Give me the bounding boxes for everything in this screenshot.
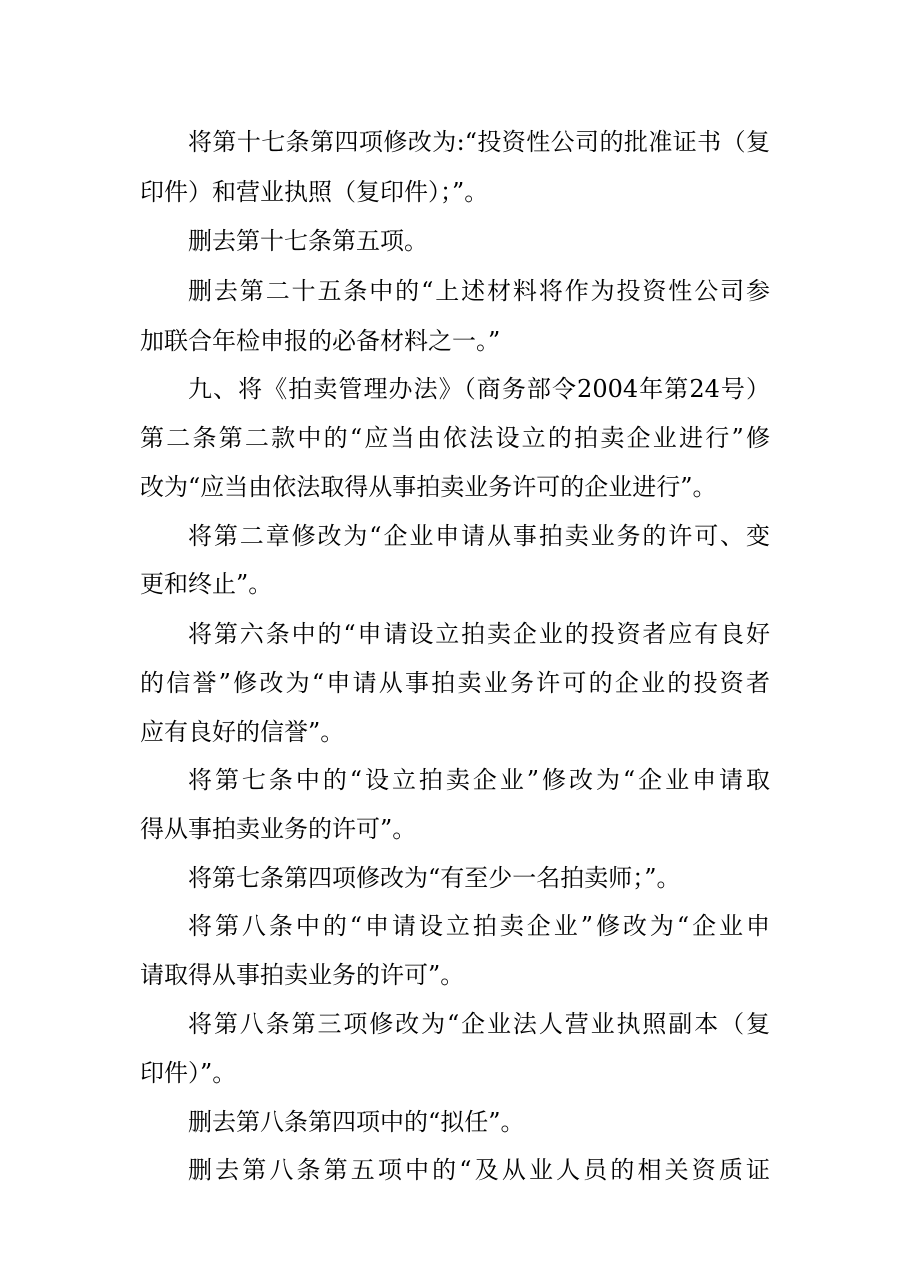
text-line: 将第十七条第四项修改为:“投资性公司的批准证书（复 xyxy=(188,128,770,156)
text-line: 删去第十七条第五项。 xyxy=(188,227,428,255)
text-line: 将第八条中的“申请设立拍卖企业”修改为“企业申 xyxy=(188,912,770,940)
text-line: 得从事拍卖业务的许可”。 xyxy=(140,815,417,843)
text-line: 印件）和营业执照（复印件）；”。 xyxy=(140,178,489,206)
text-line: 更和终止”。 xyxy=(140,570,273,598)
text-line: 的信誉”修改为“申请从事拍卖业务许可的企业的投资者 xyxy=(140,669,770,697)
text-line: 将第七条第四项修改为“有至少一名拍卖师；”。 xyxy=(188,864,681,892)
text-line: 九、将《拍卖管理办法》（商务部令2004年第24号） xyxy=(188,375,770,403)
text-line: 印件）”。 xyxy=(140,1059,237,1087)
text-line: 请取得从事拍卖业务的许可”。 xyxy=(140,961,465,989)
text-line: 删去第八条第四项中的“拟任”。 xyxy=(188,1108,525,1136)
text-line: 应有良好的信誉”。 xyxy=(140,718,345,746)
text-line: 第二条第二款中的“应当由依法设立的拍卖企业进行”修 xyxy=(140,424,770,452)
text-line: 将第二章修改为“企业申请从事拍卖业务的许可、变 xyxy=(188,522,770,550)
text-line: 加联合年检申报的必备材料之一。” xyxy=(140,327,501,355)
text-line: 将第七条中的“设立拍卖企业”修改为“企业申请取 xyxy=(188,766,770,794)
text-line: 将第六条中的“申请设立拍卖企业的投资者应有良好 xyxy=(188,620,770,648)
text-line: 删去第八条第五项中的“及从业人员的相关资质证 xyxy=(188,1156,770,1184)
text-line: 改为“应当由依法取得从事拍卖业务许可的企业进行”。 xyxy=(140,473,717,501)
text-line: 删去第二十五条中的“上述材料将作为投资性公司参 xyxy=(188,277,770,305)
text-line: 将第八条第三项修改为“企业法人营业执照副本（复 xyxy=(188,1010,770,1038)
